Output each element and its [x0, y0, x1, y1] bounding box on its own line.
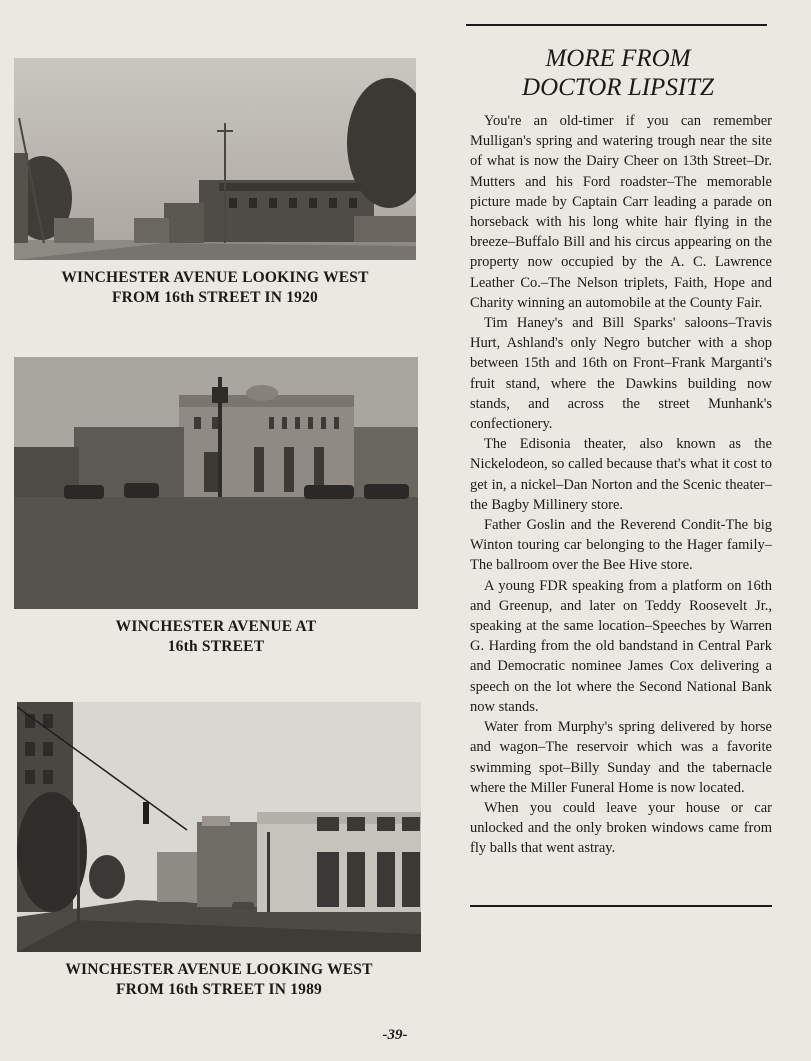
article-paragraph: You're an old-timer if you can remember Mulligan's spring and watering trough near the site of what is now the Dairy Cheer on 13th Street–Dr. Mutters and his Ford roadster–The memorable picture made by Captain Carr leading a parade on horseback with his long white hair flying in the breeze–Buffalo Bill and his circus appearing on the property now occupied by the A. C. Lawrence Leather Co.–The Nelson triplets, Faith, Hope and Charity winning an automobile at the County Fair.	[470, 113, 772, 311]
caption-line: WINCHESTER AVENUE LOOKING WEST	[61, 269, 369, 286]
article-bottom-rule	[470, 905, 772, 907]
article-title	[468, 44, 768, 102]
photo-1920-image	[14, 58, 416, 260]
article-paragraph: The Edisonia theater, also known as the Nickelodeon, so called because that's what it cost to get in, a nickel–Dan Norton and the Scenic theater–the Bagby Millinery store.	[470, 436, 772, 513]
article-paragraph: Water from Murphy's spring delivered by horse and wagon–The reservoir which was a favorite swimming spot–Billy Sunday and the tabernacle where the Miller Funeral Home is now located.	[470, 719, 772, 796]
caption-line: FROM 16th STREET IN 1989	[115, 981, 323, 998]
article-paragraph: A young FDR speaking from a platform on 16th and Greenup, and later on Teddy Roosevelt Jr., speaking at the same location–Speeches by Warren G. Harding from the old bandstand in Central Park and Democratic nominee James Cox delivering a speech on the lot where the Second National Bank now stands.	[470, 577, 772, 715]
article-paragraph: When you could leave your house or car unlocked and the only broken windows came from fly balls that went astray.	[470, 799, 772, 857]
photo-1989-image	[17, 702, 421, 952]
photo-16th-street-image	[14, 357, 418, 609]
photo-1989-caption	[14, 960, 424, 1000]
photo-1989-street	[17, 702, 421, 952]
article-paragraph: Tim Haney's and Bill Sparks' saloons–Travis Hurt, Ashland's only Negro butcher with a shop between 15th and 16th on Front–Frank Marganti's fruit stand, where the Dawkins building now stands, and across the street Munhank's confectionery.	[470, 315, 772, 433]
page-number: -39-	[382, 1027, 408, 1043]
title-line: MORE FROM	[545, 45, 691, 72]
title-line: DOCTOR LIPSITZ	[522, 74, 714, 101]
article-paragraph: Father Goslin and the Reverend Condit-The big Winton touring car belonging to the Hager family–The ballroom over the Bee Hive store.	[470, 517, 772, 574]
caption-line: WINCHESTER AVENUE AT	[115, 618, 317, 635]
photo-1920-street	[14, 58, 416, 260]
photo-16th-street-caption	[14, 617, 418, 657]
photo-1920-caption	[14, 268, 416, 308]
article-top-rule	[466, 24, 767, 26]
photo-16th-street	[14, 357, 418, 609]
caption-line: 16th STREET	[167, 638, 265, 655]
caption-line: WINCHESTER AVENUE LOOKING WEST	[65, 961, 373, 978]
caption-line: FROM 16th STREET IN 1920	[111, 289, 319, 306]
article-body	[470, 111, 772, 859]
